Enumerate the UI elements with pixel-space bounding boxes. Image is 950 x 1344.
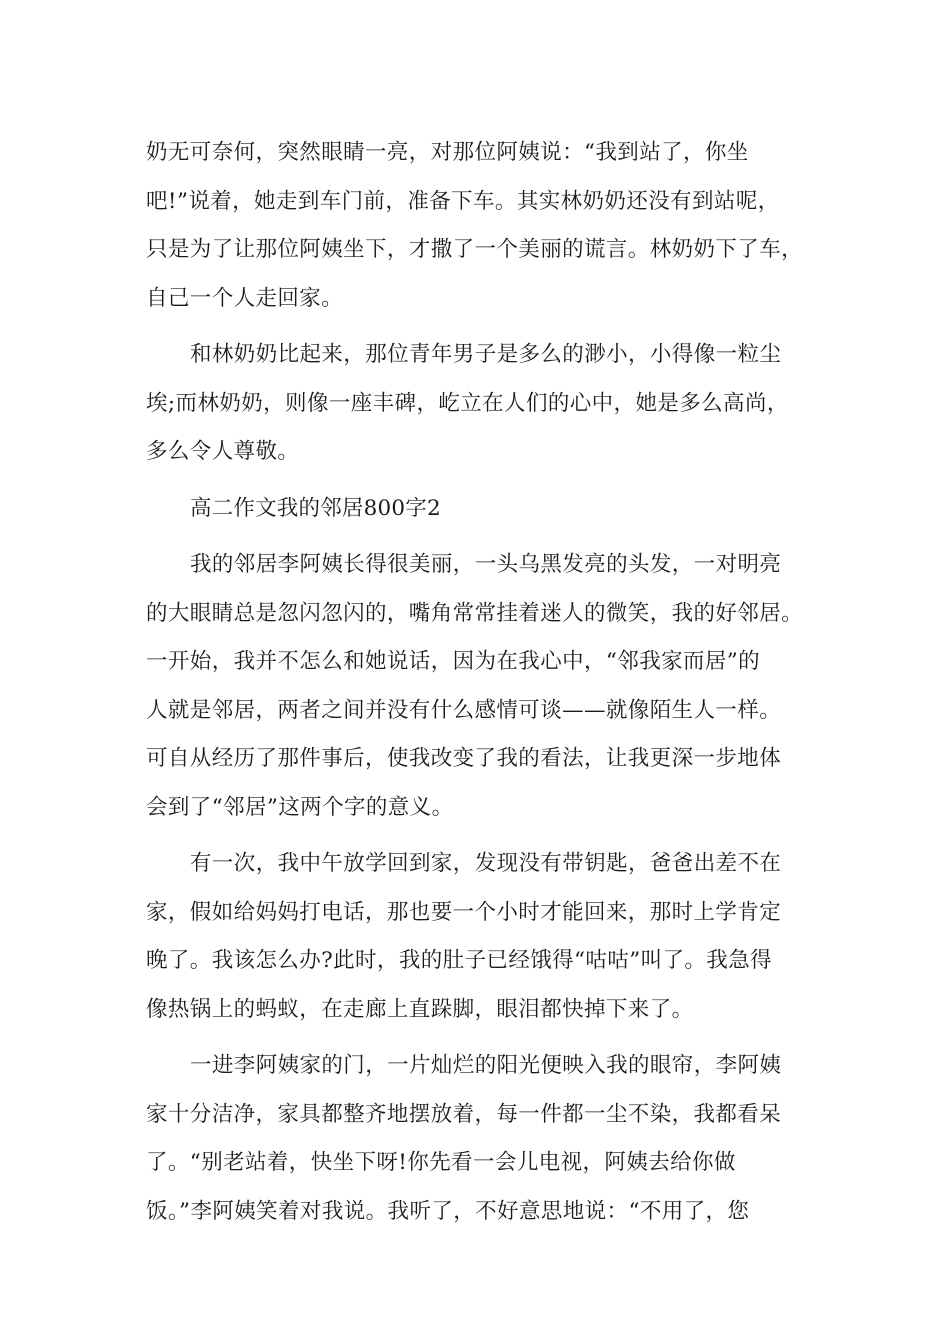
text-line: 多么令人尊敬。	[146, 439, 300, 464]
paragraph	[146, 129, 806, 323]
text-line: 人就是邻居，两者之间并没有什么感情可谈——就像陌生人一样。	[146, 697, 782, 723]
text-line: 的大眼睛总是忽闪忽闪的，嘴角常常挂着迷人的微笑，我的好邻居。	[146, 600, 804, 626]
text-line: 自己一个人走回家。	[146, 285, 344, 311]
text-line: 晚了。我该怎么办?此时，我的肚子已经饿得“咕咕”叫了。我急得	[146, 948, 773, 973]
text-line: 埃;而林奶奶，则像一座丰碑，屹立在人们的心中，她是多么高尚，	[146, 390, 789, 416]
paragraph	[146, 1042, 806, 1236]
paragraph	[146, 840, 806, 1034]
text-line: 会到了“邻居”这两个字的意义。	[146, 794, 454, 820]
text-line: 像热锅上的蚂蚁，在走廊上直跺脚，眼泪都快掉下来了。	[146, 996, 694, 1022]
text-line: 奶无可奈何，突然眼睛一亮，对那位阿姨说：“我到站了，你坐	[146, 140, 749, 165]
text-line: 家十分洁净，家具都整齐地摆放着，每一件都一尘不染，我都看呆	[146, 1101, 782, 1127]
section-heading	[146, 485, 806, 534]
paragraph	[146, 541, 806, 832]
text-line: 家，假如给妈妈打电话，那也要一个小时才能回来，那时上学肯定	[146, 899, 782, 925]
text-line: 可自从经历了那件事后，使我改变了我的看法，让我更深一步地体	[146, 746, 782, 771]
heading-text: 高二作文我的邻居800字2	[190, 495, 441, 521]
paragraph	[146, 331, 806, 477]
text-line: 有一次，我中午放学回到家，发现没有带钥匙，爸爸出差不在	[190, 851, 782, 876]
text-line: 吧!”说着，她走到车门前，准备下车。其实林奶奶还没有到站呢，	[146, 188, 780, 214]
text-line: 和林奶奶比起来，那位青年男子是多么的渺小，小得像一粒尘	[190, 342, 782, 367]
document-body	[146, 129, 806, 1236]
text-line: 饭。”李阿姨笑着对我说。我听了，不好意思地说：“不用了，您	[146, 1198, 750, 1224]
text-line: 了。“别老站着，快坐下呀!你先看一会儿电视，阿姨去给你做	[146, 1150, 736, 1175]
text-line: 只是为了让那位阿姨坐下，才撒了一个美丽的谎言。林奶奶下了车，	[146, 237, 804, 262]
text-line: 我的邻居李阿姨长得很美丽，一头乌黑发亮的头发，一对明亮	[190, 552, 782, 577]
text-line: 一开始，我并不怎么和她说话，因为在我心中，“邻我家而居”的	[146, 649, 761, 674]
text-line: 一进李阿姨家的门，一片灿烂的阳光便映入我的眼帘，李阿姨	[190, 1053, 782, 1078]
